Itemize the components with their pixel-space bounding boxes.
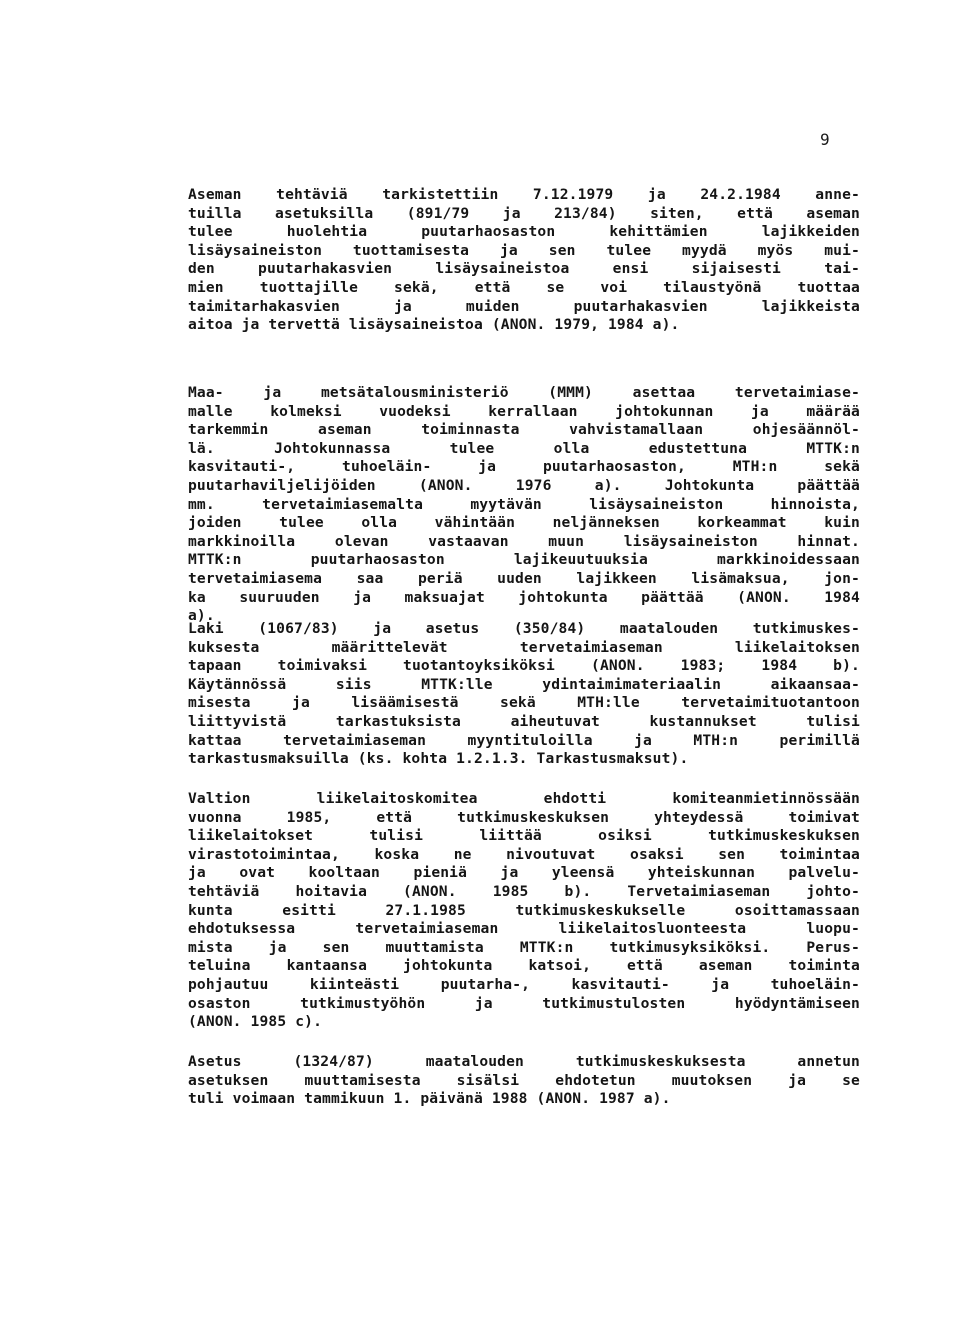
text-line: tuli voimaan tammikuun 1. päivänä 1988 (ANON. 1987 a). (188, 1090, 671, 1108)
text-line: tervetaimiasema saa periä uuden lajikkeen lisämaksua, jon- (188, 569, 860, 587)
page-number: 9 (820, 130, 830, 149)
text-line: markkinoilla olevan vastaavan muun lisäysaineiston hinnat. (188, 532, 860, 550)
text-line: tapaan toimivaksi tuotantoyksiköksi (ANON. 1983; 1984 b). (188, 657, 860, 675)
text-line: ehdotuksessa tervetaimiaseman liikelaitosluonteesta luopu- (188, 920, 860, 938)
text-line: puutarhaviljelijöiden (ANON. 1976 a). Johtokunta päättää (188, 476, 860, 494)
text-line: Maa- ja metsätalousministeriö (MMM) asettaa tervetaimiase- (188, 384, 860, 401)
text-line: osaston tutkimustyöhön ja tutkimustulosten hyödyntämiseen (188, 994, 860, 1012)
text-line: asetuksen muuttamisesta sisälsi ehdotetun muutoksen ja se (188, 1071, 860, 1089)
paragraph-aseman-tehtavat (188, 186, 860, 335)
text-line: Asetus (1324/87) maatalouden tutkimuskeskuksesta annetun (188, 1053, 860, 1070)
text-line: a). (188, 607, 215, 625)
text-line: Aseman tehtäviä tarkistettiin 7.12.1979 ja 24.2.1984 anne- (188, 186, 860, 203)
text-line: kunta esitti 27.1.1985 tutkimuskeskukselle osoittamassaan (188, 901, 860, 919)
text-line: lisäysaineiston tuottamisesta ja sen tulee myydä myös mui- (188, 241, 860, 259)
text-line: taimitarhakasvien ja muiden puutarhakasvien lajikkeista (188, 297, 860, 315)
text-line: MTTK:n puutarhaosaston lajikeuutuuksia markkinoidessaan (188, 551, 860, 569)
text-line: Laki (1067/83) ja asetus (350/84) maatalouden tutkimuskes- (188, 620, 860, 637)
text-line: mista ja sen muuttamista MTTK:n tutkimusyksiköksi. Perus- (188, 938, 860, 956)
text-line: tulee huolehtia puutarhaosaston kehittämien lajikkeiden (188, 223, 860, 241)
paragraph-asetus-1324-87 (188, 1053, 860, 1109)
text-line: mien tuottajille sekä, että se voi tilaustyönä tuottaa (188, 278, 860, 296)
text-line: joiden tulee olla vähintään neljänneksen korkeammat kuin (188, 514, 860, 532)
text-line: (ANON. 1985 c). (188, 1013, 323, 1031)
text-line: vuonna 1985, että tutkimuskeskuksen yhteydessä toimivat (188, 808, 860, 826)
text-line: aitoa ja tervettä lisäysaineistoa (ANON. 1979, 1984 a). (188, 316, 680, 334)
text-line: misesta ja lisäämisestä sekä MTH:lle tervetaimituotantoon (188, 694, 860, 712)
text-line: kattaa tervetaimiaseman myyntituloilla ja MTH:n perimillä (188, 731, 860, 749)
text-line: ja ovat kooltaan pieniä ja yleensä yhteiskunnan palvelu- (188, 864, 860, 882)
text-line: kasvitauti-, tuhoeläin- ja puutarhaosaston, MTH:n sekä (188, 458, 860, 476)
text-line: liittyvistä tarkastuksista aiheutuvat kustannukset tulisi (188, 712, 860, 730)
text-line: den puutarhakasvien lisäysaineistoa ensi sijaisesti tai- (188, 260, 860, 278)
text-line: tuilla asetuksilla (891/79 ja 213/84) siten, että aseman (188, 204, 860, 222)
text-line: virastotoimintaa, koska ne nivoutuvat osaksi sen toimintaa (188, 845, 860, 863)
text-line: lä. Johtokunnassa tulee olla edustettuna MTTK:n (188, 439, 860, 457)
text-line: Käytännössä siis MTTK:lle ydintaimimateriaalin aikaansaa- (188, 675, 860, 693)
text-line: ka suuruuden ja maksuajat johtokunta päättää (ANON. 1984 (188, 588, 860, 606)
text-line: tarkemmin aseman toiminnasta vahvistamallaan ohjesäännöl- (188, 421, 860, 439)
paragraph-johtokunta (188, 384, 860, 626)
text-line: mm. tervetaimiasemalta myytävän lisäysaineiston hinnoista, (188, 495, 860, 513)
paragraph-liikelaitoskomitea (188, 790, 860, 1032)
text-line: tehtäviä hoitavia (ANON. 1985 b). Tervetaimiaseman johto- (188, 882, 860, 900)
text-line: Valtion liikelaitoskomitea ehdotti komiteanmietinnössään (188, 790, 860, 807)
text-line: kuksesta määrittelevät tervetaimiaseman liikelaitoksen (188, 638, 860, 656)
paragraph-laki-ja-asetus (188, 620, 860, 769)
text-line: pohjautuu kiinteästi puutarha-, kasvitauti- ja tuhoeläin- (188, 975, 860, 993)
text-line: teluina kantaansa johtokunta katsoi, että aseman toiminta (188, 957, 860, 975)
text-line: malle kolmeksi vuodeksi kerrallaan johtokunnan ja määrää (188, 402, 860, 420)
text-line: liikelaitokset tulisi liittää osiksi tutkimuskeskuksen (188, 827, 860, 845)
text-line: tarkastusmaksuilla (ks. kohta 1.2.1.3. Tarkastusmaksut). (188, 750, 689, 768)
